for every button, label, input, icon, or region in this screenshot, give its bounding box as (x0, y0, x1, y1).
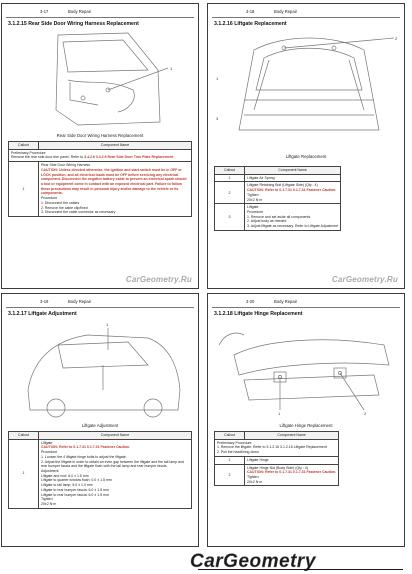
rear-door-figure (8, 30, 192, 138)
callout-number: 3 (215, 204, 245, 231)
component-cell (39, 162, 192, 217)
component-name: Liftgate Hinge Nut (Body Side) (Qty : 4) (247, 465, 308, 470)
caution-text: CAUTION: Refer to 0.1.7.31 0.1.7.31 Fastener Caution. (247, 470, 337, 475)
callout-header: Callout (9, 432, 39, 440)
page-header (6, 8, 194, 18)
page-header (212, 298, 400, 308)
callout-number: 1 (9, 439, 39, 508)
callout-number: 1 (215, 456, 245, 464)
brand-watermark: CarGeometry.Ru (125, 275, 192, 284)
procedure-label: Procedure (41, 450, 58, 455)
procedure-label: Procedure (41, 196, 58, 201)
section-title: 3.1.2.16 Liftgate Replacement (214, 21, 287, 27)
liftgate-figure (214, 30, 398, 159)
prelim-ref[interactable]: 3.4.2.6 3.4.2.6 Rear Side Door Trim Plate Replacement (84, 155, 174, 160)
callout-number: 2 (215, 182, 245, 204)
torque-value: 20±2 N·m (247, 479, 263, 484)
procedure-step: 1. Remove and set aside all components (247, 214, 311, 219)
component-table (214, 166, 341, 231)
component-name: Liftgate (41, 440, 53, 445)
procedure-step: 1. Disconnect the cables (41, 200, 80, 205)
section-title: 3.1.2.17 Liftgate Adjustment (8, 311, 77, 317)
procedure-step: 2. Adjust body as needed (247, 219, 287, 224)
callout-header: Callout (215, 167, 245, 175)
manual-page-3-18 (207, 3, 405, 289)
tighten-label: Tighten (247, 475, 259, 480)
procedure-step: 3. Disconnect the cable connector as necessary (41, 210, 116, 215)
page-header (212, 8, 400, 18)
rear-door-diagram (8, 30, 194, 130)
section-name: Body Repair (68, 299, 92, 304)
manual-page-3-20 (207, 293, 405, 547)
section-title: 3.1.2.18 Liftgate Hinge Replacement (214, 311, 303, 317)
preliminary-procedure (215, 439, 339, 456)
caution-text: CAUTION: Refer to 0.1.7.31 0.1.7.31 Fastener Caution. (247, 188, 337, 193)
component-header: Component Name (39, 432, 192, 440)
component-header: Component Name (39, 142, 192, 150)
prelim-step: 2. Pull the headlining down (217, 450, 259, 455)
adjustment-spec: Liftgate to rear bumper fascia: 6.0 ± 1.5 mm (41, 492, 109, 497)
component-name: Liftgate Hinge (245, 456, 339, 464)
preliminary-procedure (9, 149, 192, 161)
hinge-diagram (214, 320, 400, 420)
component-name: Liftgate Air Spring (245, 174, 341, 182)
component-header: Component Name (245, 432, 339, 440)
callout-number: 1 (215, 174, 245, 182)
component-name: Liftgate (247, 205, 259, 210)
component-table (214, 431, 339, 486)
page-number: 3-19 (40, 299, 49, 304)
section-title: 3.1.2.15 Rear Side Door Wiring Harness Replacement (8, 21, 139, 27)
component-cell (245, 464, 339, 486)
caution-text: CAUTION: Unless directed otherwise, the ignition and start switch must be in OFF or LOCK position, and all electrical loads must be OFF before servicing any electrical component. Disconnect the negative battery cable to prevent an electrical spark should a tool or equipment come in contact with an exposed electrical part. Failure to follow these precautions may result in personal injury and/or damage to the vehicle or its components. (41, 167, 187, 196)
component-cell (245, 204, 341, 231)
page-number: 3-18 (246, 9, 255, 14)
procedure-step: 2. Adjust the liftgate in order to obtain an even gap between the liftgate and the tail lamp and rear bumper fascia and the liftgate flush with the tail lamp and rear bumper fascia. (41, 459, 184, 469)
procedure-step: 1. Loosen the 4 liftgate hinge bolts to adjust the liftgate. (41, 454, 127, 459)
svg-text:2: 2 (395, 36, 398, 41)
component-table (8, 431, 192, 509)
svg-text:1: 1 (170, 66, 173, 71)
section-name: Body Repair (274, 9, 298, 14)
caution-text: CAUTION: Refer to 0.1.7.31 0.1.7.31 Fastener Caution. (41, 445, 131, 450)
procedure-step: 2. Remove the cable clip/fixed (41, 205, 88, 210)
component-header: Component Name (245, 167, 341, 175)
svg-text:1: 1 (216, 76, 219, 81)
prelim-text: Remove the rear side door trim panel. Refer to (11, 155, 84, 160)
figure-caption: Liftgate Replacement (285, 154, 327, 159)
callout-number: 1 (9, 162, 39, 217)
svg-text:1: 1 (106, 322, 109, 327)
callout-header: Callout (9, 142, 39, 150)
adjustment-spec: Liftgate and roof: 6.0 ± 1.5 mm (41, 473, 89, 478)
adjustment-spec: Liftgate to rear bumper fascia: 6.0 ± 1.5 mm (41, 487, 109, 492)
prelim-label: Preliminary Procedure (217, 440, 252, 445)
adjustment-spec: Liftgate to tail lamp: 5.0 ± 1.0 mm (41, 483, 93, 488)
torque-value: 20±2 N·m (41, 502, 57, 507)
brand-watermark: CarGeometry.Ru (331, 275, 398, 284)
component-table (8, 141, 192, 217)
component-name: Liftgate Retaining Bolt (Liftgate Side) (Qty : 4) (247, 183, 318, 188)
manual-page-3-17 (1, 3, 199, 289)
procedure-label: Procedure (247, 210, 264, 215)
component-cell (245, 182, 341, 204)
logo-text: CarGeometry (190, 551, 316, 571)
vehicle-rear-figure (8, 320, 192, 428)
cargeometry-logo (188, 549, 408, 571)
callout-header: Callout (215, 432, 245, 440)
liftgate-diagram (214, 30, 400, 150)
page-number: 3-20 (246, 299, 255, 304)
procedure-step: 3. Adjust liftgate as necessary. Refer to Liftgate Adjustment (247, 224, 339, 229)
page-number: 3-17 (40, 9, 49, 14)
svg-text:3: 3 (216, 116, 219, 121)
hinge-figure (214, 320, 398, 428)
figure-caption: Liftgate Adjustment (81, 423, 119, 428)
adjustment-spec: Liftgate to quarter window flush: 0.0 ± 1.5 mm (41, 478, 112, 483)
callout-number: 2 (215, 464, 245, 486)
component-name: Rear Side Door Wiring Harness (41, 163, 91, 168)
torque-value: 20±2 N·m (247, 197, 263, 202)
section-name: Body Repair (68, 9, 92, 14)
prelim-label: Preliminary Procedure (11, 150, 46, 155)
section-name: Body Repair (274, 299, 298, 304)
page-header (6, 298, 194, 308)
svg-text:2: 2 (364, 411, 367, 416)
figure-caption: Rear Side Door Wiring Harness Replacement (56, 133, 144, 138)
tighten-label: Tighten (247, 192, 259, 197)
figure-caption: Liftgate Hinge Replacement (279, 423, 333, 428)
prelim-step: 1. Remove the liftgate. Refer to 3.1.2.16 3.1.2.16 Liftgate Replacement (217, 445, 327, 450)
component-cell (39, 439, 192, 508)
manual-page-3-19 (1, 293, 199, 547)
tighten-label: Tighten (41, 497, 53, 502)
svg-text:1: 1 (278, 411, 281, 416)
vehicle-rear-diagram (8, 320, 194, 420)
adjustment-label: Adjustment (41, 469, 59, 474)
